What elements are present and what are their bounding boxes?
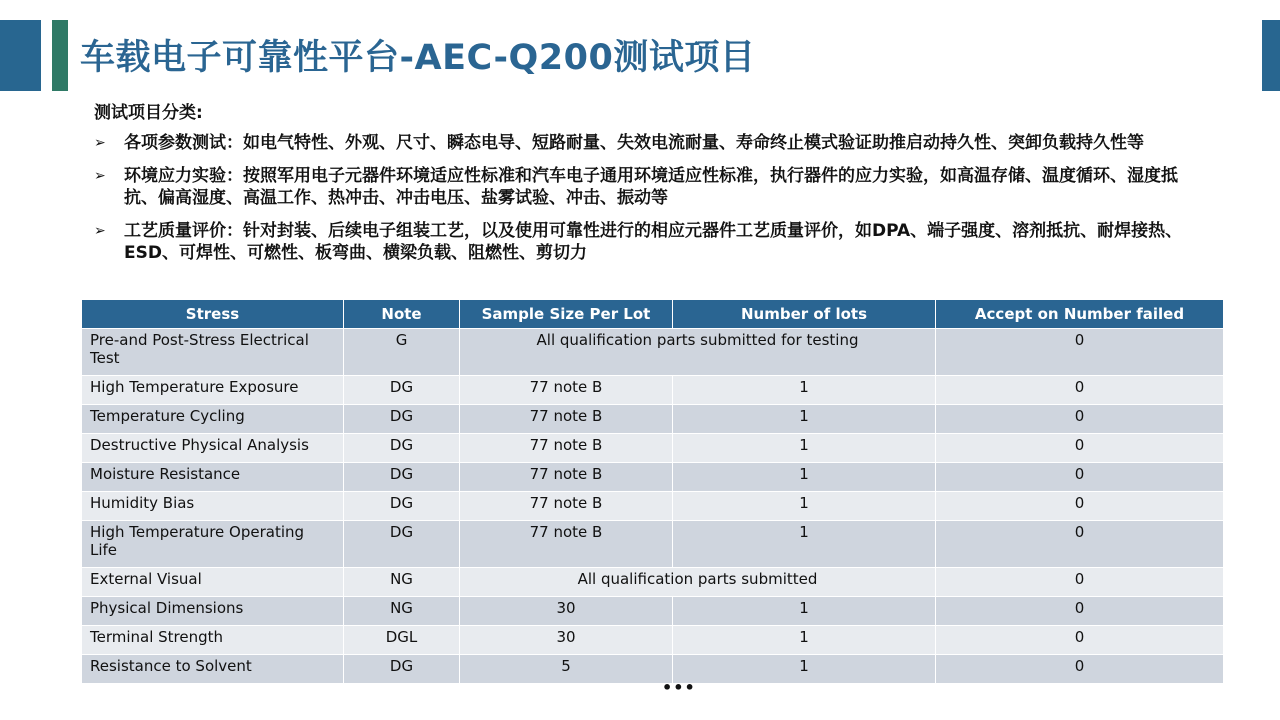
cell-stress: High Temperature Exposure [82,376,344,405]
cell-merged-sample: All qualification parts submitted [460,568,936,597]
category-item [94,132,1198,154]
cell-accept: 0 [936,492,1224,521]
cell-stress: Terminal Strength [82,626,344,655]
cell-stress: High Temperature Operating Life [82,521,344,568]
table-row [82,597,1224,626]
header-note: Note [344,300,460,329]
cell-note: DG [344,376,460,405]
cell-lots: 1 [673,655,936,684]
table-row [82,626,1224,655]
decorative-left-bar [52,20,68,91]
cell-lots: 1 [673,597,936,626]
cell-note: DG [344,405,460,434]
cell-accept: 0 [936,655,1224,684]
cell-lots: 1 [673,463,936,492]
cell-accept: 0 [936,434,1224,463]
cell-sample: 77 note B [460,405,673,434]
table-row [82,463,1224,492]
cell-sample: 77 note B [460,521,673,568]
arrow-bullet-icon: ➢ [94,168,106,184]
cell-stress: Pre-and Post-Stress Electrical Test [82,329,344,376]
header-sample-size: Sample Size Per Lot [460,300,673,329]
table-row [82,521,1224,568]
decorative-right-block [1262,20,1280,91]
cell-accept: 0 [936,568,1224,597]
category-text: 各项参数测试：如电气特性、外观、尺寸、瞬态电导、短路耐量、失效电流耐量、寿命终止模式验证助推启动持久性、突卸负载持久性等 [124,133,1144,153]
arrow-bullet-icon: ➢ [94,223,106,239]
cell-sample: 5 [460,655,673,684]
cell-note: NG [344,597,460,626]
cell-note: DG [344,463,460,492]
cell-note: G [344,329,460,376]
header-accept-number: Accept on Number failed [936,300,1224,329]
cell-sample: 77 note B [460,492,673,521]
cell-accept: 0 [936,329,1224,376]
cell-stress: External Visual [82,568,344,597]
cell-note: DG [344,655,460,684]
table-row [82,655,1224,684]
table-row [82,568,1224,597]
category-item [94,165,1198,209]
cell-stress: Humidity Bias [82,492,344,521]
cell-note: DGL [344,626,460,655]
cell-note: DG [344,492,460,521]
table-row [82,405,1224,434]
category-text: 环境应力实验：按照军用电子元器件环境适应性标准和汽车电子通用环境适应性标准，执行器件的应力实验，如高温存储、温度循环、湿度抵抗、偏高湿度、高温工作、热冲击、冲击电压、盐雾试验、冲击、振动等 [124,166,1178,208]
cell-stress: Resistance to Solvent [82,655,344,684]
cell-sample: 77 note B [460,434,673,463]
cell-lots: 1 [673,405,936,434]
cell-stress: Destructive Physical Analysis [82,434,344,463]
cell-merged-sample: All qualification parts submitted for testing [460,329,936,376]
cell-sample: 77 note B [460,463,673,492]
arrow-bullet-icon: ➢ [94,135,106,151]
cell-accept: 0 [936,463,1224,492]
cell-stress: Physical Dimensions [82,597,344,626]
table-row [82,376,1224,405]
cell-stress: Temperature Cycling [82,405,344,434]
cell-lots: 1 [673,376,936,405]
cell-sample: 30 [460,626,673,655]
cell-lots: 1 [673,492,936,521]
more-ellipsis-icon: ••• [662,678,696,697]
table-row [82,434,1224,463]
cell-sample: 77 note B [460,376,673,405]
section-subtitle: 测试项目分类: [94,103,203,123]
cell-sample: 30 [460,597,673,626]
cell-accept: 0 [936,597,1224,626]
cell-lots: 1 [673,626,936,655]
cell-lots: 1 [673,521,936,568]
category-item [94,220,1198,264]
decorative-left-block [0,20,41,91]
page-title: 车载电子可靠性平台-AEC-Q200测试项目 [80,38,756,78]
cell-note: NG [344,568,460,597]
cell-lots: 1 [673,434,936,463]
table-row [82,492,1224,521]
cell-note: DG [344,434,460,463]
cell-accept: 0 [936,521,1224,568]
cell-accept: 0 [936,376,1224,405]
table-row [82,329,1224,376]
category-text: 工艺质量评价：针对封装、后续电子组装工艺，以及使用可靠性进行的相应元器件工艺质量评价，如DPA、端子强度、溶剂抵抗、耐焊接热、 ESD、可焊性、可燃性、板弯曲、横梁负载、阻燃性、剪切力 [124,221,1183,263]
cell-stress: Moisture Resistance [82,463,344,492]
cell-accept: 0 [936,405,1224,434]
category-list [94,132,1198,275]
cell-note: DG [344,521,460,568]
table-header-row [82,300,1224,329]
header-number-of-lots: Number of lots [673,300,936,329]
test-items-table [81,299,1224,684]
header-stress: Stress [82,300,344,329]
cell-accept: 0 [936,626,1224,655]
